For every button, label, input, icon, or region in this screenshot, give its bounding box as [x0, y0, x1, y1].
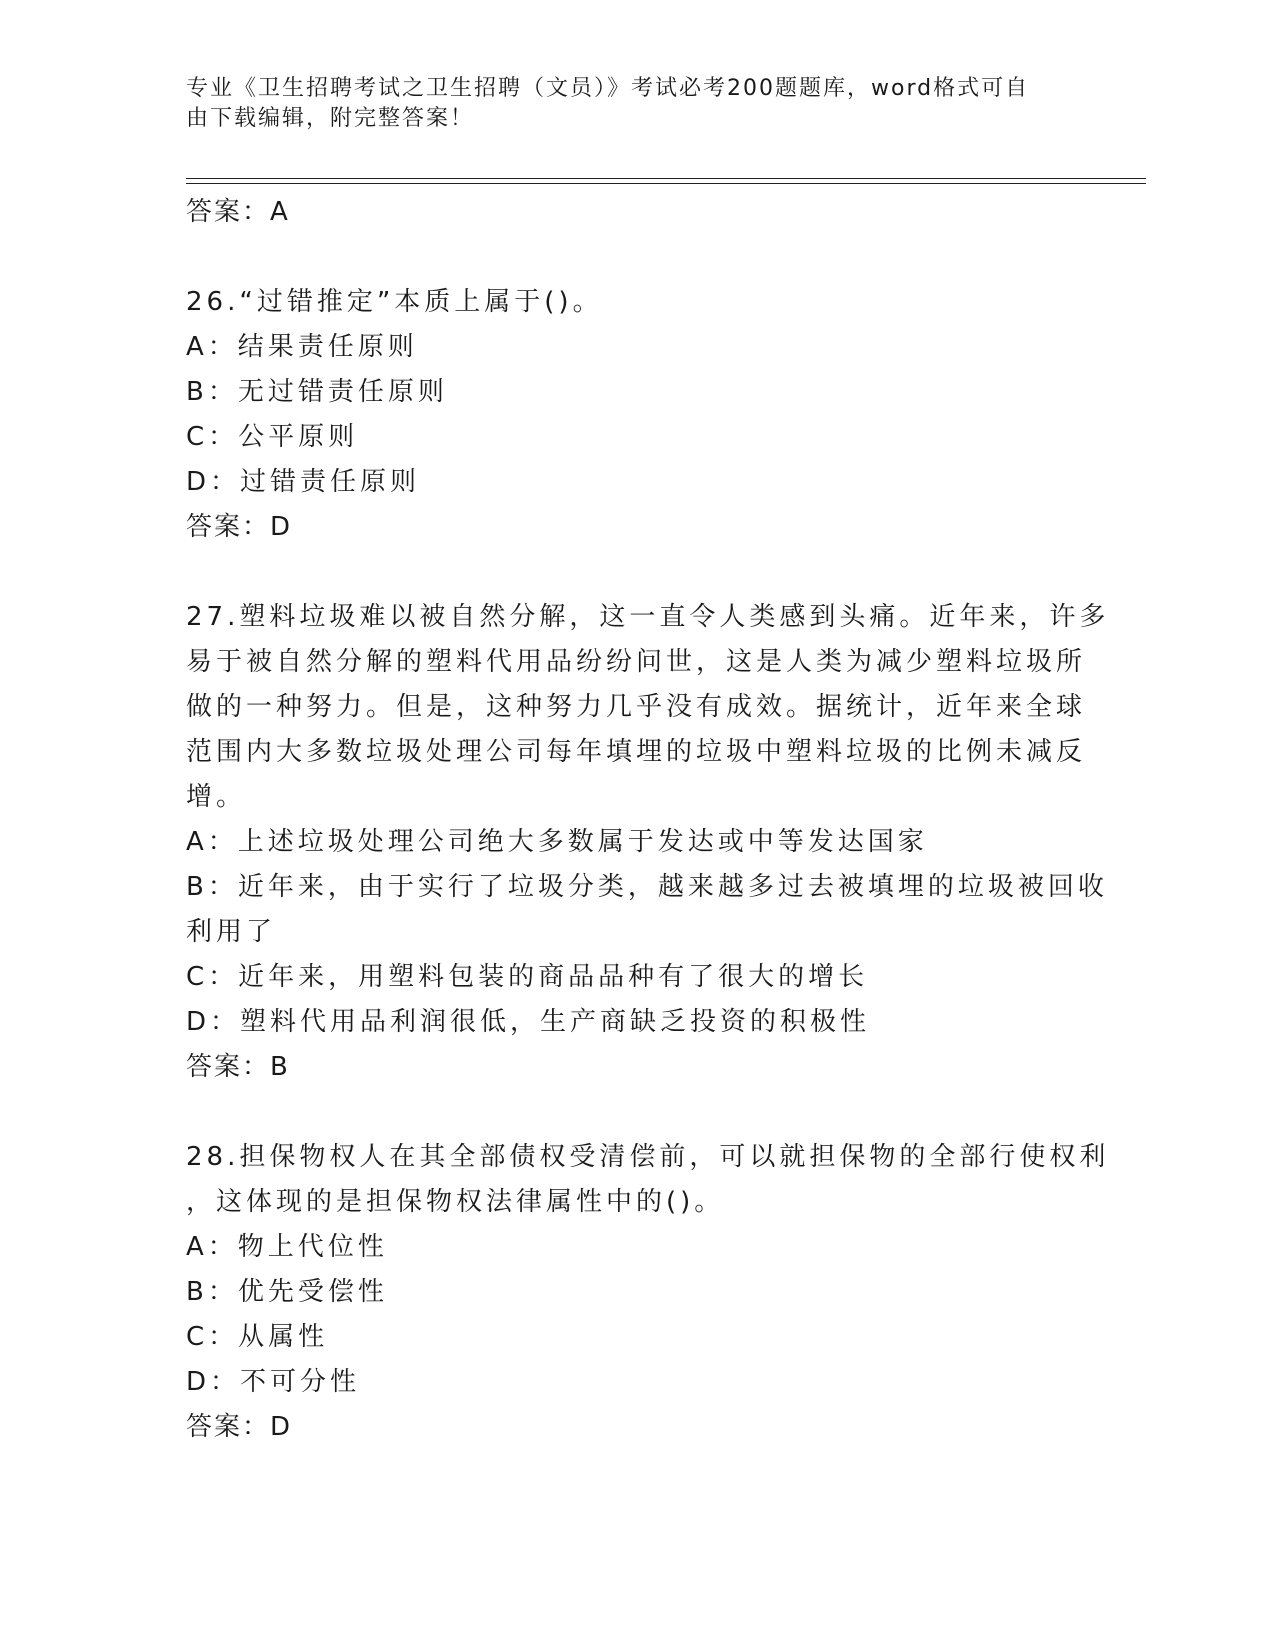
question-stem-line-2: ，这体现的是担保物权法律属性中的()。: [186, 1187, 725, 1217]
previous-answer: 答案：A: [186, 197, 290, 227]
question-list: [186, 190, 1110, 1450]
spacer: [186, 1090, 1076, 1135]
answer: 答案：B: [186, 1052, 290, 1082]
header-divider-top: [186, 178, 1146, 179]
question-stem-line-2: 易于被自然分解的塑料代用品纷纷问世，这是人类为减少塑料垃圾所: [186, 647, 1087, 677]
answer: 答案：D: [186, 1412, 293, 1442]
option-d: D：不可分性: [186, 1367, 361, 1397]
option-b: B：优先受偿性: [186, 1277, 388, 1307]
question-stem-line-5: 增。: [186, 782, 247, 812]
question-stem-line-1: 28.担保物权人在其全部债权受清偿前，可以就担保物的全部行使权利: [186, 1142, 1110, 1172]
option-c: C：近年来，用塑料包装的商品品种有了很大的增长: [186, 962, 869, 992]
question-27: [186, 595, 1110, 1090]
header-divider-bottom: [186, 183, 1146, 184]
option-a: A：物上代位性: [186, 1232, 388, 1262]
option-a: A：上述垃圾处理公司绝大多数属于发达或中等发达国家: [186, 827, 928, 857]
spacer: [186, 235, 1076, 280]
header-line-1: 专业《卫生招聘考试之卫生招聘（文员）》考试必考200题题库，word格式可自: [186, 76, 1030, 101]
option-a: A：结果责任原则: [186, 332, 418, 362]
option-b: B：无过错责任原则: [186, 377, 448, 407]
spacer: [186, 550, 1076, 595]
question-stem-line-1: 27.塑料垃圾难以被自然分解，这一直令人类感到头痛。近年来，许多: [186, 602, 1110, 632]
option-d: D：塑料代用品利润很低，生产商缺乏投资的积极性: [186, 1007, 871, 1037]
document-header: [186, 74, 1066, 134]
question-26: [186, 280, 1076, 550]
option-d: D：过错责任原则: [186, 467, 421, 497]
option-c: C：从属性: [186, 1322, 329, 1352]
question-stem-line-3: 做的一种努力。但是，这种努力几乎没有成效。据统计，近年来全球: [186, 692, 1087, 722]
answer: 答案：D: [186, 512, 293, 542]
option-b-line-2: 利用了: [186, 917, 277, 947]
option-b-line-1: B：近年来，由于实行了垃圾分类，越来越多过去被填埋的垃圾被回收: [186, 872, 1108, 902]
header-line-2: 由下载编辑，附完整答案！: [186, 106, 475, 131]
question-28: [186, 1135, 1110, 1450]
question-stem-line-4: 范围内大多数垃圾处理公司每年填埋的垃圾中塑料垃圾的比例未减反: [186, 737, 1087, 767]
option-c: C：公平原则: [186, 422, 359, 452]
question-stem: 26.“过错推定”本质上属于()。: [186, 287, 603, 317]
